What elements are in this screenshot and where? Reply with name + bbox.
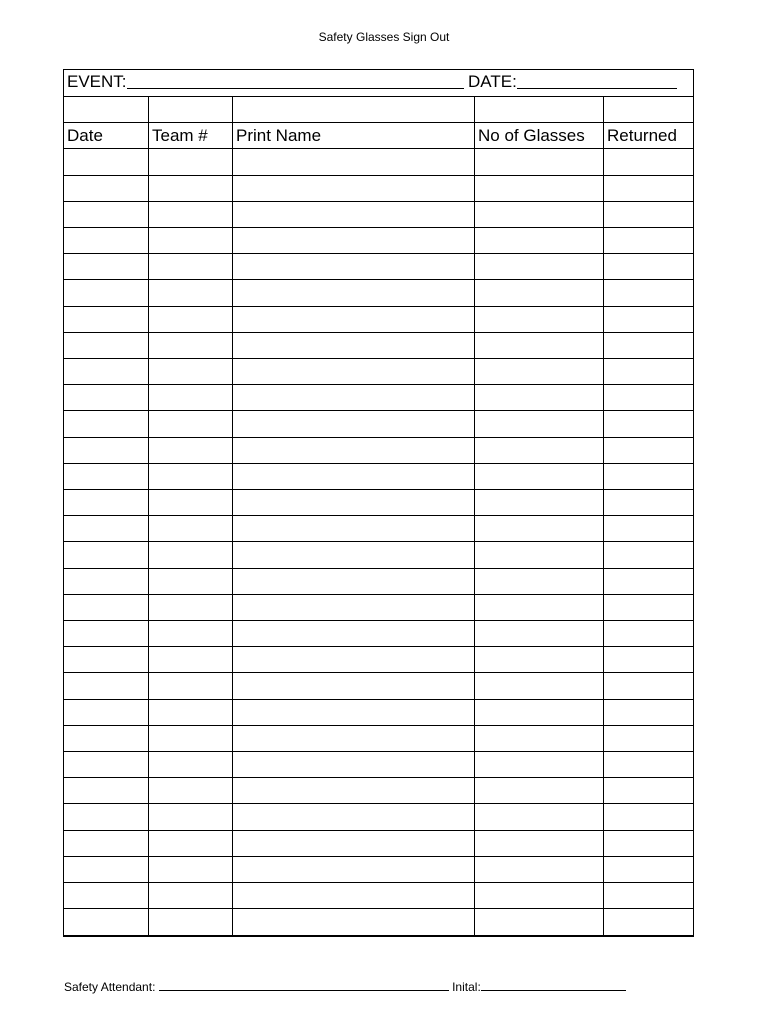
- initial-label: Inital:: [452, 980, 481, 994]
- entry-cell-team-number[interactable]: [149, 385, 233, 411]
- entry-cell-print-name[interactable]: [233, 909, 475, 935]
- entry-cell-date[interactable]: [64, 569, 149, 595]
- entry-cell-returned[interactable]: [604, 280, 693, 307]
- entry-cell-team-number[interactable]: [149, 726, 233, 752]
- entry-cell-print-name[interactable]: [233, 569, 475, 595]
- entry-cell-date[interactable]: [64, 726, 149, 752]
- entry-cell-print-name[interactable]: [233, 621, 475, 647]
- entry-cell-no-of-glasses[interactable]: [475, 883, 604, 909]
- entry-cell-returned[interactable]: [604, 752, 693, 778]
- entry-cell-no-of-glasses[interactable]: [475, 857, 604, 883]
- entry-cell-print-name[interactable]: [233, 831, 475, 857]
- entry-cell-print-name[interactable]: [233, 647, 475, 673]
- entry-cell-no-of-glasses[interactable]: [475, 385, 604, 411]
- entry-cell-returned[interactable]: [604, 490, 693, 516]
- entry-cell-team-number[interactable]: [149, 254, 233, 280]
- entry-cell-no-of-glasses[interactable]: [475, 647, 604, 673]
- entry-cell-team-number[interactable]: [149, 752, 233, 778]
- entry-cell-print-name[interactable]: [233, 228, 475, 254]
- column-header-print-name: Print Name: [233, 123, 475, 149]
- entry-cell-no-of-glasses[interactable]: [475, 621, 604, 647]
- entry-cell-date[interactable]: [64, 621, 149, 647]
- entry-cell-team-number[interactable]: [149, 778, 233, 804]
- entry-cell-team-number[interactable]: [149, 700, 233, 726]
- entry-cell-returned[interactable]: [604, 647, 693, 673]
- entry-cell-print-name[interactable]: [233, 778, 475, 804]
- entry-cell-date[interactable]: [64, 254, 149, 280]
- entry-cell-date[interactable]: [64, 700, 149, 726]
- entry-cell-returned[interactable]: [604, 411, 693, 438]
- entry-cell-date[interactable]: [64, 909, 149, 935]
- entry-cell-date[interactable]: [64, 307, 149, 333]
- entry-cell-date[interactable]: [64, 883, 149, 909]
- entry-cell-print-name[interactable]: [233, 464, 475, 490]
- entry-cell-team-number[interactable]: [149, 542, 233, 569]
- page-title: Safety Glasses Sign Out: [318, 30, 450, 44]
- entry-cell-returned[interactable]: [604, 857, 693, 883]
- entry-cell-no-of-glasses[interactable]: [475, 673, 604, 700]
- entry-cell-no-of-glasses[interactable]: [475, 831, 604, 857]
- spacer-cell: [64, 97, 149, 123]
- entry-cell-print-name[interactable]: [233, 804, 475, 831]
- entry-cell-team-number[interactable]: [149, 490, 233, 516]
- entry-cell-print-name[interactable]: [233, 307, 475, 333]
- entry-cell-returned[interactable]: [604, 778, 693, 804]
- entry-cell-date[interactable]: [64, 752, 149, 778]
- event-label: EVENT:: [67, 72, 127, 91]
- entry-cell-team-number[interactable]: [149, 280, 233, 307]
- footer-signature-line: [64, 978, 626, 994]
- entry-cell-returned[interactable]: [604, 176, 693, 202]
- entry-cell-date[interactable]: [64, 778, 149, 804]
- entry-cell-date[interactable]: [64, 464, 149, 490]
- entry-cell-no-of-glasses[interactable]: [475, 516, 604, 542]
- entry-cell-returned[interactable]: [604, 542, 693, 569]
- entry-cell-team-number[interactable]: [149, 621, 233, 647]
- event-blank-line: [127, 72, 464, 89]
- entry-cell-returned[interactable]: [604, 569, 693, 595]
- entry-cell-date[interactable]: [64, 831, 149, 857]
- entry-cell-date[interactable]: [64, 411, 149, 438]
- entry-cell-team-number[interactable]: [149, 569, 233, 595]
- entry-cell-no-of-glasses[interactable]: [475, 490, 604, 516]
- entry-cell-returned[interactable]: [604, 621, 693, 647]
- entry-cell-team-number[interactable]: [149, 176, 233, 202]
- entry-cell-date[interactable]: [64, 804, 149, 831]
- entry-cell-team-number[interactable]: [149, 647, 233, 673]
- entry-cell-no-of-glasses[interactable]: [475, 254, 604, 280]
- entry-cell-no-of-glasses[interactable]: [475, 569, 604, 595]
- entry-cell-print-name[interactable]: [233, 752, 475, 778]
- entry-cell-team-number[interactable]: [149, 831, 233, 857]
- entry-cell-team-number[interactable]: [149, 464, 233, 490]
- entry-cell-no-of-glasses[interactable]: [475, 359, 604, 385]
- entry-cell-print-name[interactable]: [233, 857, 475, 883]
- entry-cell-no-of-glasses[interactable]: [475, 726, 604, 752]
- entry-cell-team-number[interactable]: [149, 411, 233, 438]
- entry-cell-print-name[interactable]: [233, 673, 475, 700]
- entry-cell-no-of-glasses[interactable]: [475, 307, 604, 333]
- entry-cell-team-number[interactable]: [149, 516, 233, 542]
- entry-cell-print-name[interactable]: [233, 700, 475, 726]
- column-header-no-of-glasses: No of Glasses: [475, 123, 604, 149]
- entry-cell-print-name[interactable]: [233, 385, 475, 411]
- entry-cell-date[interactable]: [64, 149, 149, 176]
- entry-cell-date[interactable]: [64, 542, 149, 569]
- entry-cell-returned[interactable]: [604, 307, 693, 333]
- entry-cell-no-of-glasses[interactable]: [475, 542, 604, 569]
- spacer-cell: [233, 97, 475, 123]
- entry-cell-returned[interactable]: [604, 464, 693, 490]
- column-header-returned: Returned: [604, 123, 693, 149]
- spacer-cell: [475, 97, 604, 123]
- entry-cell-print-name[interactable]: [233, 254, 475, 280]
- date-blank-line: [517, 72, 677, 89]
- entry-cell-returned[interactable]: [604, 673, 693, 700]
- entry-cell-team-number[interactable]: [149, 202, 233, 228]
- entry-cell-print-name[interactable]: [233, 176, 475, 202]
- entry-cell-no-of-glasses[interactable]: [475, 700, 604, 726]
- entry-cell-team-number[interactable]: [149, 149, 233, 176]
- entry-cell-returned[interactable]: [604, 883, 693, 909]
- column-header-team-number: Team #: [149, 123, 233, 149]
- entry-cell-no-of-glasses[interactable]: [475, 778, 604, 804]
- entry-cell-no-of-glasses[interactable]: [475, 228, 604, 254]
- entry-cell-no-of-glasses[interactable]: [475, 464, 604, 490]
- entry-cell-returned[interactable]: [604, 202, 693, 228]
- entry-cell-print-name[interactable]: [233, 726, 475, 752]
- entry-cell-print-name[interactable]: [233, 202, 475, 228]
- entry-cell-date[interactable]: [64, 280, 149, 307]
- entry-cell-returned[interactable]: [604, 149, 693, 176]
- entry-cell-returned[interactable]: [604, 804, 693, 831]
- event-date-row: [64, 70, 693, 97]
- spacer-cell: [604, 97, 693, 123]
- entry-cell-no-of-glasses[interactable]: [475, 280, 604, 307]
- entry-cell-print-name[interactable]: [233, 438, 475, 464]
- entry-cell-team-number[interactable]: [149, 857, 233, 883]
- date-field[interactable]: [468, 72, 677, 92]
- entry-cell-no-of-glasses[interactable]: [475, 438, 604, 464]
- entry-cell-date[interactable]: [64, 595, 149, 621]
- entry-cell-no-of-glasses[interactable]: [475, 909, 604, 935]
- entry-cell-date[interactable]: [64, 516, 149, 542]
- entry-cell-print-name[interactable]: [233, 490, 475, 516]
- entry-cell-returned[interactable]: [604, 726, 693, 752]
- attendant-label: Safety Attendant:: [64, 980, 156, 994]
- entry-cell-date[interactable]: [64, 228, 149, 254]
- entry-cell-no-of-glasses[interactable]: [475, 333, 604, 359]
- entry-cell-print-name[interactable]: [233, 411, 475, 438]
- entry-cell-team-number[interactable]: [149, 804, 233, 831]
- entry-cell-returned[interactable]: [604, 516, 693, 542]
- entry-cell-date[interactable]: [64, 359, 149, 385]
- date-label: DATE:: [468, 72, 517, 91]
- entry-cell-returned[interactable]: [604, 333, 693, 359]
- entry-cell-returned[interactable]: [604, 909, 693, 935]
- entry-cell-team-number[interactable]: [149, 909, 233, 935]
- entry-cell-team-number[interactable]: [149, 883, 233, 909]
- entry-cell-no-of-glasses[interactable]: [475, 202, 604, 228]
- entry-cell-team-number[interactable]: [149, 595, 233, 621]
- entry-cell-print-name[interactable]: [233, 280, 475, 307]
- entry-cell-no-of-glasses[interactable]: [475, 804, 604, 831]
- entry-cell-returned[interactable]: [604, 254, 693, 280]
- entry-cell-returned[interactable]: [604, 438, 693, 464]
- entry-cell-team-number[interactable]: [149, 333, 233, 359]
- attendant-signature-field[interactable]: [159, 978, 449, 991]
- entry-cell-print-name[interactable]: [233, 883, 475, 909]
- event-field[interactable]: [67, 72, 464, 92]
- entry-cell-team-number[interactable]: [149, 438, 233, 464]
- entry-cell-date[interactable]: [64, 333, 149, 359]
- entry-cell-returned[interactable]: [604, 228, 693, 254]
- entry-cell-no-of-glasses[interactable]: [475, 752, 604, 778]
- entry-cell-no-of-glasses[interactable]: [475, 595, 604, 621]
- spacer-cell: [149, 97, 233, 123]
- entry-cell-print-name[interactable]: [233, 149, 475, 176]
- entry-cell-date[interactable]: [64, 673, 149, 700]
- entry-cell-print-name[interactable]: [233, 542, 475, 569]
- entry-cell-print-name[interactable]: [233, 333, 475, 359]
- entry-cell-team-number[interactable]: [149, 673, 233, 700]
- entry-cell-date[interactable]: [64, 438, 149, 464]
- entry-cell-date[interactable]: [64, 490, 149, 516]
- entry-cell-date[interactable]: [64, 385, 149, 411]
- entry-cell-returned[interactable]: [604, 385, 693, 411]
- entry-cell-team-number[interactable]: [149, 307, 233, 333]
- entry-cell-print-name[interactable]: [233, 595, 475, 621]
- entry-cell-team-number[interactable]: [149, 359, 233, 385]
- entry-cell-print-name[interactable]: [233, 516, 475, 542]
- entry-cell-returned[interactable]: [604, 831, 693, 857]
- entry-cell-print-name[interactable]: [233, 359, 475, 385]
- entry-cell-returned[interactable]: [604, 700, 693, 726]
- entry-cell-no-of-glasses[interactable]: [475, 149, 604, 176]
- entry-cell-date[interactable]: [64, 176, 149, 202]
- entry-cell-no-of-glasses[interactable]: [475, 411, 604, 438]
- entry-cell-returned[interactable]: [604, 359, 693, 385]
- entry-cell-no-of-glasses[interactable]: [475, 176, 604, 202]
- entry-cell-date[interactable]: [64, 647, 149, 673]
- entry-cell-date[interactable]: [64, 202, 149, 228]
- entry-cell-date[interactable]: [64, 857, 149, 883]
- sign-out-table: [63, 69, 694, 937]
- entry-cell-team-number[interactable]: [149, 228, 233, 254]
- initial-field[interactable]: [481, 978, 626, 991]
- entry-cell-returned[interactable]: [604, 595, 693, 621]
- column-header-date: Date: [64, 123, 149, 149]
